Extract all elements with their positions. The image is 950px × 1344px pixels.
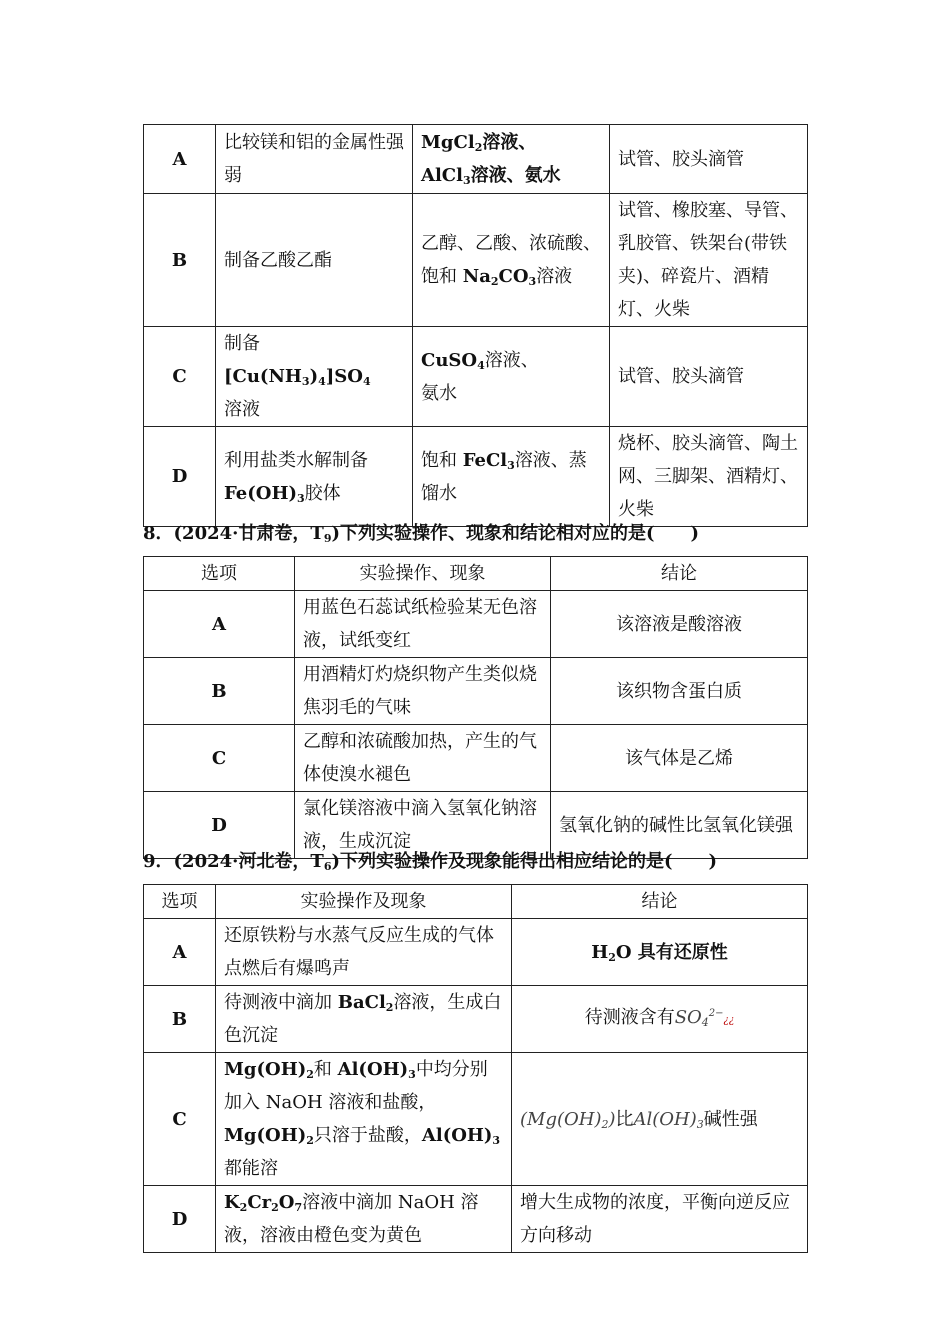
purpose-cell: 制备 $[Cu(NH_3)_4]SO_4$ 溶液 <box>216 327 413 427</box>
conclusion-cell: 待测液含有$SO_4^{2-}¿¿$ <box>512 986 808 1053</box>
operation-cell: 乙醇和浓硫酸加热，产生的气体使溴水褪色 <box>295 725 551 792</box>
instruments-cell: 烧杯、胶头滴管、陶土网、三脚架、酒精灯、火柴 <box>610 427 808 527</box>
instruments-cell: 试管、橡胶塞、导管、乳胶管、铁架台(带铁夹)、碎瓷片、酒精灯、火柴 <box>610 194 808 327</box>
option-label: C <box>144 327 216 427</box>
reagents-cell: 饱和 FeCl$_3$溶液、蒸馏水 <box>413 427 610 527</box>
operation-cell: 氯化镁溶液中滴入氢氧化钠溶液，生成沉淀 <box>295 792 551 859</box>
reagents-cell: CuSO$_4$溶液、 氨水 <box>413 327 610 427</box>
table-row <box>144 919 808 986</box>
header-operation: 实验操作及现象 <box>216 885 512 919</box>
conclusion-cell: $(Mg(OH)_2)$比$Al(OH)_3$碱性强 <box>512 1053 808 1186</box>
conclusion-cell: 增大生成物的浓度，平衡向逆反应方向移动 <box>512 1186 808 1253</box>
question-8: 8．(2024·甘肃卷，$T_9$)下列实验操作、现象和结论相对应的是( ) <box>143 523 700 545</box>
sulfate-formula: $SO_4^{2-}¿¿$ <box>674 1007 735 1029</box>
al-formula: $Al(OH)_3$ <box>633 1108 704 1131</box>
option-label: A <box>144 591 295 658</box>
operation-cell: 还原铁粉与水蒸气反应生成的气体点燃后有爆鸣声 <box>216 919 512 986</box>
operation-cell: $K_2Cr_2O_7$溶液中滴加 NaOH 溶液，溶液由橙色变为黄色 <box>216 1186 512 1253</box>
header-option: 选项 <box>144 885 216 919</box>
conclusion-cell: 该织物含蛋白质 <box>551 658 808 725</box>
table-row <box>144 591 808 658</box>
option-label: C <box>144 1053 216 1186</box>
option-label: D <box>144 792 295 859</box>
conclusion-cell: $H_2O$ 具有还原性 <box>512 919 808 986</box>
option-label: C <box>144 725 295 792</box>
table-row <box>144 1053 808 1186</box>
option-label: A <box>144 125 216 194</box>
header-operation: 实验操作、现象 <box>295 557 551 591</box>
purpose-cell: 利用盐类水解制备 $Fe(OH)_3$胶体 <box>216 427 413 527</box>
table-row <box>144 986 808 1053</box>
table-header-row <box>144 557 808 591</box>
option-label: A <box>144 919 216 986</box>
option-label: B <box>144 194 216 327</box>
table-row <box>144 194 808 327</box>
instruments-cell: 试管、胶头滴管 <box>610 327 808 427</box>
table-row <box>144 1186 808 1253</box>
reagents-cell: MgCl$_2$溶液、 AlCl$_3$溶液、氨水 <box>413 125 610 194</box>
purpose-cell: 制备乙酸乙酯 <box>216 194 413 327</box>
conclusion-cell: 该溶液是酸溶液 <box>551 591 808 658</box>
purpose-cell: 比较镁和铝的金属性强弱 <box>216 125 413 194</box>
option-label: D <box>144 427 216 527</box>
table-header-row <box>144 885 808 919</box>
operation-cell: 用酒精灯灼烧织物产生类似烧焦羽毛的气味 <box>295 658 551 725</box>
option-label: D <box>144 1186 216 1253</box>
operation-cell: $Mg(OH)_2$和 $Al(OH)_3$中均分别加入 NaOH 溶液和盐酸，$Mg(OH)_2$只溶于盐酸，$Al(OH)_3$都能溶 <box>216 1053 512 1186</box>
operation-cell: 用蓝色石蕊试纸检验某无色溶液，试纸变红 <box>295 591 551 658</box>
table-row <box>144 725 808 792</box>
table-row <box>144 125 808 194</box>
option-label: B <box>144 658 295 725</box>
option-label: B <box>144 986 216 1053</box>
header-conclusion: 结论 <box>512 885 808 919</box>
table-row <box>144 327 808 427</box>
mg-formula: $(Mg(OH)_2)$ <box>520 1108 616 1131</box>
instruments-cell: 试管、胶头滴管 <box>610 125 808 194</box>
reagents-cell: 乙醇、乙酸、浓硫酸、饱和 $Na_2CO_3$溶液 <box>413 194 610 327</box>
operation-cell: 待测液中滴加 BaCl$_2$溶液，生成白色沉淀 <box>216 986 512 1053</box>
question-9: 9．(2024·河北卷，$T_6$)下列实验操作及现象能得出相应结论的是( ) <box>143 851 718 873</box>
header-option: 选项 <box>144 557 295 591</box>
table-row <box>144 427 808 527</box>
table-experiment-3 <box>143 884 808 1253</box>
conclusion-cell: 氢氧化钠的碱性比氢氧化镁强 <box>551 792 808 859</box>
table-row <box>144 658 808 725</box>
table-experiment-2 <box>143 556 808 859</box>
table-experiment-1 <box>143 124 808 527</box>
conclusion-cell: 该气体是乙烯 <box>551 725 808 792</box>
header-conclusion: 结论 <box>551 557 808 591</box>
